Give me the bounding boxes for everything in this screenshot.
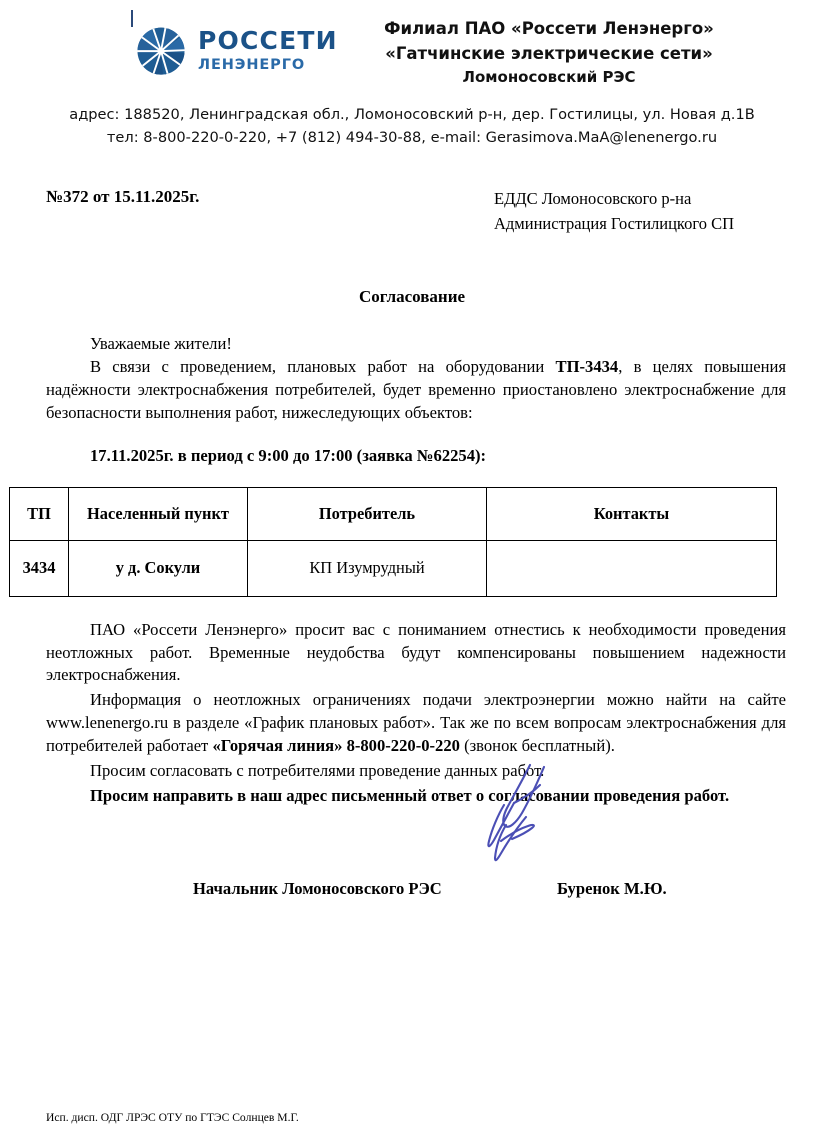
addressee-line-1: ЕДДС Ломоносовского р-на: [494, 189, 692, 209]
closing-paragraph-4: Просим направить в наш адрес письменный ответ о согласовании проведения работ.: [90, 785, 730, 805]
column-header-place: Населенный пункт: [69, 487, 248, 540]
cell-contacts: [487, 540, 777, 596]
column-header-tp: ТП: [10, 487, 69, 540]
closing-text-part-2: (звонок бесплатный).: [459, 736, 615, 756]
address-line: адрес: 188520, Ленинградская обл., Ломоносовский р-н, дер. Гостилицы, ул. Новая д.1В: [69, 106, 755, 123]
org-title-line-3: Ломоносовский РЭС: [462, 68, 636, 87]
addressee-block: [494, 187, 734, 237]
column-header-consumer: Потребитель: [248, 487, 487, 540]
logo-brand-text: РОССЕТИ: [198, 25, 338, 55]
org-title-line-2: «Гатчинские электрические сети»: [385, 44, 713, 64]
closing-body: [0, 619, 824, 808]
document-body: [0, 333, 824, 467]
organization-contacts: [0, 104, 824, 149]
closing-paragraph-2: [46, 689, 786, 758]
hotline-reference: «Горячая линия» 8-800-220-0-220: [212, 736, 460, 756]
org-title-line-1: Филиал ПАО «Россети Ленэнерго»: [384, 19, 714, 38]
signatory-name: Буренок М.Ю.: [557, 878, 667, 898]
intro-text-part-1: В связи с проведением, плановых работ на оборудовании: [90, 357, 556, 377]
cell-consumer: КП Изумрудный: [248, 540, 487, 596]
closing-paragraph-1: ПАО «Россети Ленэнерго» просит вас с пониманием отнестись к необходимости проведения неотложных работ. Временные неудобства будут компенсированы повышением надежности электроснабжения.: [46, 619, 786, 685]
table-row: [10, 540, 777, 596]
table-header-row: [10, 487, 777, 540]
reference-row: [0, 187, 824, 243]
rosseti-sunburst-logo-icon: [133, 22, 189, 78]
outage-window-line: 17.11.2025г. в период с 9:00 до 17:00 (заявка №62254):: [90, 445, 487, 465]
executor-footer: Исп. дисп. ОДГ ЛРЭС ОТУ по ГТЭС Солнцев М.Г.: [46, 1111, 299, 1124]
intro-paragraph: [46, 356, 786, 425]
organization-title: [300, 16, 798, 89]
document-number-date: №372 от 15.11.2025г.: [46, 187, 200, 207]
salutation: Уважаемые жители!: [90, 334, 232, 354]
cell-tp: 3434: [10, 540, 69, 596]
logo-subbrand-text: ЛЕНЭНЕРГО: [198, 56, 306, 73]
cell-place: у д. Сокули: [69, 540, 248, 596]
signatory-role: Начальник Ломоносовского РЭС: [193, 878, 442, 898]
page-title: Согласование: [358, 287, 466, 307]
closing-text-part-1: Информация о неотложных ограничениях подачи электроэнергии можно найти на сайте www.lenenergo.ru в разделе «График плановых работ». Так же по всем вопросам электроснабжения для потребителей работает: [46, 690, 786, 756]
column-header-contacts: Контакты: [487, 487, 777, 540]
document-header: [0, 0, 824, 100]
closing-paragraph-3: Просим согласовать с потребителями проведение данных работ.: [90, 761, 545, 781]
phone-email-line: тел: 8-800-220-0-220, +7 (812) 494-30-88, e-mail: Gerasimova.MaA@lenenergo.ru: [106, 128, 718, 146]
addressee-line-2: Администрация Гостилицкого СП: [494, 213, 735, 233]
signature-row: [0, 854, 824, 974]
intro-text-part-2: , в целях повышения надёжности электроснабжения потребителей, будет временно приостановлено электроснабжение для безопасности выполнения работ, нижеследующих объектов:: [46, 357, 786, 422]
tp-reference: ТП-3434: [555, 357, 619, 377]
outage-table: [9, 487, 777, 597]
